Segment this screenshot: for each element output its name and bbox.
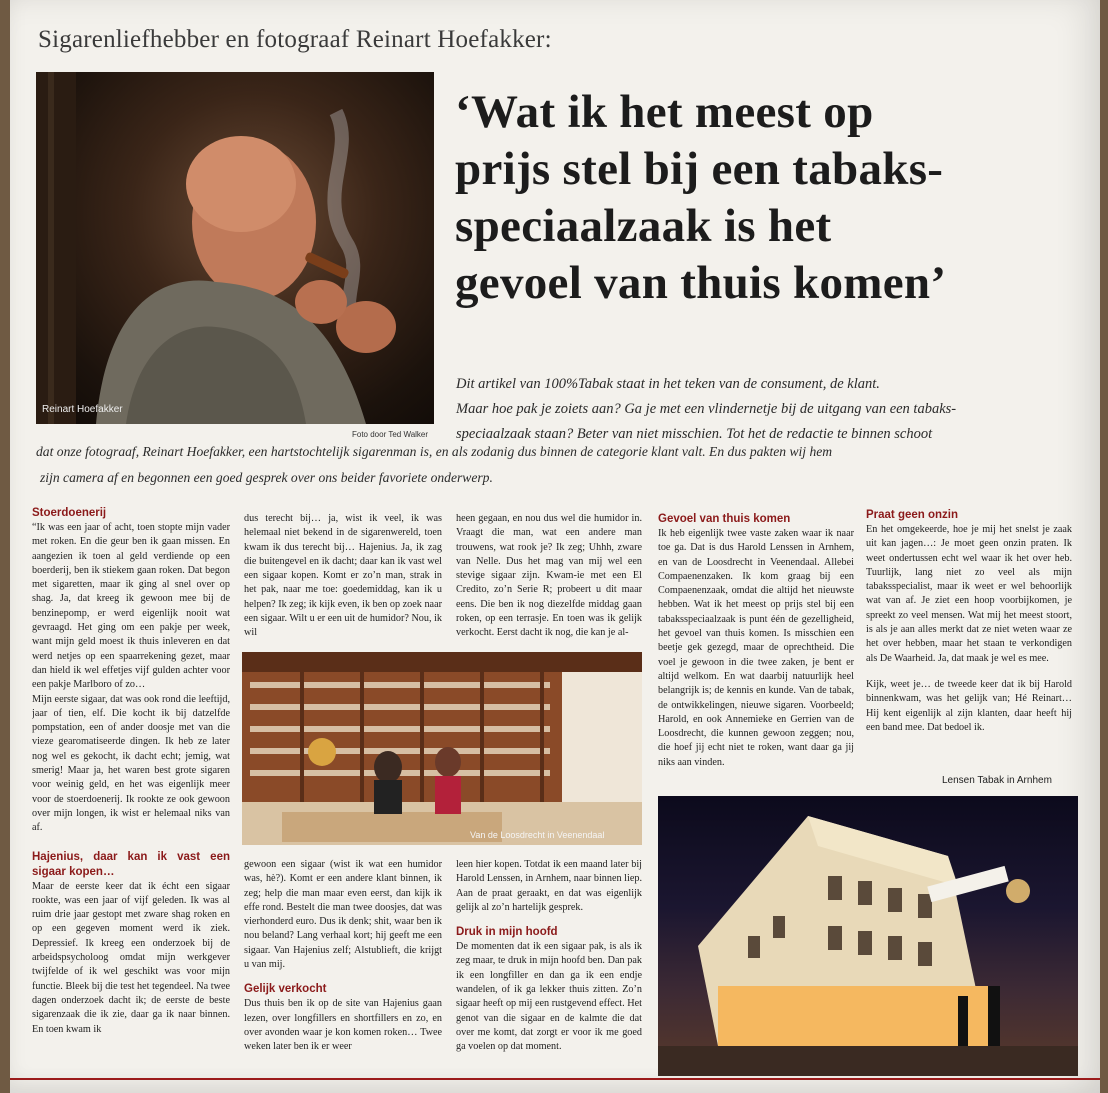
- building-illustration: [658, 796, 1078, 1076]
- column-1: [32, 506, 230, 1078]
- paragraph: “Ik was een jaar of acht, toen stopte mijn vader met roken. En die geur ben ik gaan missen. En aangezien ik toen al geld verdiende op een boerderij, ben ik stiekem gaan roken. Dat begon met sigaretten, maar ik ging al snel over op shag. Ja, dat kreeg ik gewoon mee bij de benzinepomp, er werd eigenlijk nooit wat gevraagd. Het ging om een pakje per week, want mijn geld moest ik thuis inleveren en dat werd netjes op een spaarrekening gezet, maar dan hield ik wel effetjes vijf gulden achter voor een pakje Marlboro of zo…: [32, 522, 230, 691]
- paragraph: En het omgekeerde, hoe je mij het snelst je zaak uit kan jagen…: Je moet geen onzin praten. Ik weet ondertussen echt wel waar ik het over heb. Tuurlijk, lang niet zo veel als mijn tabaksspecialist, maar ik weet er wel behoorlijk wat van af. Je ziet een hoop voorbijkomen, je spreekt zo veel mensen. Wat mij het meest stoort, is als je aan alles merkt dat ze niet weten waar ze het over hebben, maar het staan te verkondigen als De Waarheid. Ja, dat maak je wel es mee.: [866, 524, 1072, 664]
- paragraph: Ik heb eigenlijk twee vaste zaken waar ik naar toe ga. Dat is dus Harold Lenssen in Arnhem, en van de Loosdrecht in Veenendaal. Allebei Compaenenzaken. Ik kom graag bij een Compaenenzaak, omdat die altijd het nieuwste hebben. Wat ik het meest op prijs stel bij een tabaksspeciaalzaak is punt één de gezelligheid, het gevoel van thuis komen. Is misschien een beetje gek gezegd, maar de oprechtheid. Die voel je gewoon in die twee zaken, je bent er altijd welkom. En wat daarbij natuurlijk heel belangrijk is; de kennis en kunde. Van de tabak, de ontwikkelingen, nieuwe sigaren. Voorbeeld; Harold, en ook Annemieke en Gerrien van de Loosdrecht, die kunnen gewoon zeggen; nou, die hoef jij echt niet te roken, want daar ga jij niks aan vinden.: [658, 528, 854, 768]
- intro-line: dat onze fotograaf, Reinart Hoefakker, een hartstochtelijk sigarenman is, en als zodanig dus binnen de categorie klant valt. En dus pakten wij hem: [36, 444, 833, 459]
- store-photo-caption: Van de Loosdrecht in Veenendaal: [470, 830, 605, 840]
- bottom-rule: [10, 1078, 1100, 1080]
- store-illustration: [242, 652, 642, 845]
- headline-line: ‘Wat ik het meest op: [455, 86, 874, 138]
- subheading: Stoerdoenerij: [32, 507, 107, 519]
- intro-line: speciaalzaak staan? Beter van niet misschien. Tot het de redactie te binnen schoot: [456, 426, 933, 442]
- magazine-page: [10, 0, 1100, 1093]
- building-photo-caption: Lensen Tabak in Arnhem: [942, 775, 1052, 786]
- photo-credit: Foto door Ted Walker: [352, 430, 429, 439]
- intro-line: zijn camera af en begonnen een goed gesprek over ons beider favoriete onderwerp.: [40, 470, 493, 485]
- column-5: [866, 508, 1072, 770]
- kicker: Sigarenliefhebber en fotograaf Reinart Hoefakker:: [38, 26, 552, 53]
- intro-line: Dit artikel van 100%Tabak staat in het teken van de consument, de klant.: [456, 376, 880, 392]
- intro-line: Maar hoe pak je zoiets aan? Ga je met een vlindernetje bij de uitgang van een tabaks-: [456, 401, 957, 417]
- headline-line: gevoel van thuis komen’: [455, 257, 947, 309]
- subheading: Druk in mijn hoofd: [456, 926, 558, 939]
- column-4: [658, 512, 854, 778]
- store-photo: [242, 652, 642, 845]
- headline-line: prijs stel bij een tabaks-: [455, 143, 944, 195]
- portrait-photo: [36, 72, 434, 424]
- subheading: Gelijk verkocht: [244, 983, 327, 996]
- paragraph: Mijn eerste sigaar, dat was ook rond die leeftijd, jaar of tien, elf. Die kocht ik bij datzelfde pompstation, een of ander doosje met van die vieze gearomatiseerde dingen. Ik heb ze later nog wel es gekocht, ik dacht echt; jemig, wat smerig! Maar ja, het waren best grote sigaren voor weinig geld, en het was eigenlijk meer voor de stoerdoenerij. Ik rookte ze ook gewoon over mijn longen, ik wist er helemaal niks van af.: [32, 693, 230, 834]
- portrait-illustration: [36, 72, 434, 424]
- paragraph: dus terecht bij… ja, wist ik veel, ik was helemaal niet bekend in de sigarenwereld, toen kwam ik dus terecht bij… Hajenius. Ja, ik zag die buitengevel en ik dacht; daar kan ik vast wel een sigaar kopen. Komt er zo’n man, strak in het pak, naar me toe: goedemiddag, kan ik u helpen? Ik zeg; ik kijk even, ik ben op zoek naar een sigaar. Wilt u er een uit de humidor? Nou, ik wil: [244, 513, 442, 639]
- subheading: Praat geen onzin: [866, 509, 959, 521]
- headline: [455, 84, 1095, 312]
- column-3-top: [456, 512, 642, 644]
- paragraph: Maar de eerste keer dat ik écht een sigaar rookte, was een jaar of vijf geleden. Ik was al ruim drie jaar gestopt met zware shag roken en op een gegeven moment werd ik ziek. Depressief. Ik kreeg een onderzoek bij de arbeidspsycholoog omdat mijn werkgever twijfelde of ik wel geschikt was voor mijn functie. Bleek bij die test het tegendeel. Na twee dagen onderzoek dacht ik; de eerste de beste sigarenzaak die ik zie, daar ga ik naar binnen. En toen kwam ik: [32, 880, 230, 1035]
- column-2-bottom: [244, 858, 442, 1078]
- paragraph: leen hier kopen. Totdat ik een maand later bij Harold Lenssen, in Arnhem, naar binnen liep. Aan de praat geraakt, en dat was eigenlijk gelijk al zo’n hartelijk gesprek.: [456, 859, 642, 913]
- subheading: Gevoel van thuis komen: [658, 513, 791, 525]
- paragraph: Kijk, weet je… de tweede keer dat ik bij Harold binnenkwam, was het gelijk van; Hé Reinart… Hij kent eigenlijk al zijn klanten, daar heeft hij een band mee. Dat bedoel ik.: [866, 678, 1072, 733]
- headline-line: speciaalzaak is het: [455, 200, 832, 252]
- paragraph: gewoon een sigaar (wist ik wat een humidor was, hè?). Komt er een andere klant binnen, ik zeg; help die man maar even eerst, dan kijk ik effe rond. Bestelt die man twee doosjes, dat was vierhonderd euro. Dus ik denk; shit, waar ben ik nou beland? Lang verhaal kort; hij geeft me een sigaar. Van Hajenius zelf; Alstublieft, die krijgt u van mij.: [244, 859, 442, 971]
- paragraph: De momenten dat ik een sigaar pak, is als ik zeg maar, te druk in mijn hoofd ben. Dan pak ik een longfiller en dan ga ik een endje wandelen, of ik ga lekker thuis zitten. Zo’n sigaar heeft op mij een rustgevend effect. Het genot van die sigaar en de kalmte die dat over me komt, dat zorgt er voor ik me goed ga voelen op dat moment.: [456, 941, 642, 1053]
- subheading: Hajenius, daar kan ik vast een sigaar kopen…: [32, 850, 230, 878]
- photo-caption: Reinart Hoefakker: [42, 404, 123, 415]
- column-3-bottom: [456, 858, 642, 1078]
- paragraph: heen gegaan, en nou dus wel die humidor in. Vraagt die man, wat een andere man trouwens, wat rook je? Ik zeg; Uhhh, zware van Nelle. Dus het mag van mij wel een stevige sigaar zijn. Kwam-ie met een El Credito, zo’n Serie R; probeert u dit maar eens. Die ben ik nog diezelfde middag gaan roken, op een terrasje. En toen was ik gelijk verkocht. Eerst dacht ik nog, die kan je al-: [456, 513, 642, 639]
- paragraph: Dus thuis ben ik op de site van Hajenius gaan lezen, over longfillers en shortfillers en zo, en over avonden waar je kon komen roken… Twee weken later ben ik er weer: [244, 998, 442, 1053]
- column-2-top: [244, 512, 442, 644]
- building-photo: [658, 796, 1078, 1076]
